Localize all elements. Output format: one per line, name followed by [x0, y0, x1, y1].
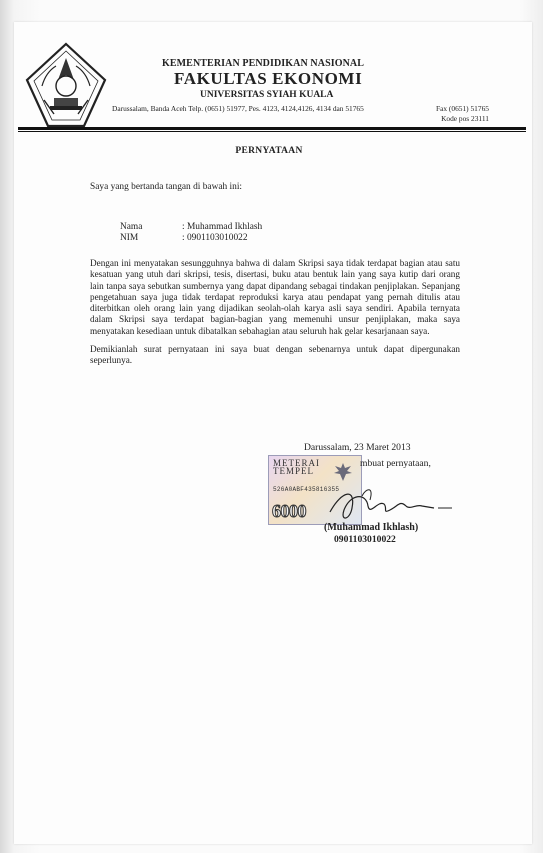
letterhead-address: Darussalam, Banda Aceh Telp. (0651) 51977, Pes. 4123, 4124,4126, 4134 dan 51765	[112, 104, 364, 113]
signer-id-number: 0901103010022	[334, 534, 396, 545]
letterhead-postal-code: Kode pos 23111	[441, 114, 489, 123]
stamp-title: METERAI TEMPEL	[273, 458, 320, 476]
letterhead-divider-thin	[18, 131, 526, 132]
intro-text: Saya yang bertanda tangan di bawah ini:	[90, 182, 243, 192]
university-logo-icon	[24, 42, 108, 128]
field-name-value: : Muhammad Ikhlash	[182, 222, 263, 232]
statement-text: Dengan ini menyatakan sesungguhnya bahwa di dalam Skripsi saya tidak terdapat bagian atau satu kesatuan yang utuh dari skripsi, tesis, disertasi, buku atau bentuk lain yang saya kutip dari orang lain tanpa saya sebutkan sumbernya yang dapat dipandang sebagai tindakan penjiplakan. Sepanjang pengetahuan saya juga tidak terdapat reproduksi karya atau pendapat yang pernah ditulis atau diterbitkan oleh orang lain yang dijadikan seolah-olah karya asli saya sendiri. Apabila ternyata dalam Skripsi saya terdapat bagian-bagian yang memenuhi unsur penjiplakan, maka saya menyatakan kesediaan untuk dibatalkan sebahagian atau seluruh hak gelar kesarjanaan saya.	[90, 258, 460, 336]
field-name-label: Nama	[120, 222, 143, 232]
field-nim-value: : 0901103010022	[182, 233, 248, 243]
letterhead-university: UNIVERSITAS SYIAH KUALA	[200, 90, 334, 100]
closing-paragraph: Demikianlah surat pernyataan ini saya buat dengan sebenarnya untuk dapat dipergunakan seperlunya.	[90, 344, 460, 366]
statement-paragraph	[90, 258, 460, 337]
stamp-value: 6000	[272, 501, 306, 521]
field-nim-label: NIM	[120, 233, 139, 243]
field-nim-row	[120, 233, 248, 243]
letterhead-ministry: KEMENTERIAN PENDIDIKAN NASIONAL	[162, 58, 365, 69]
field-name-row	[120, 222, 262, 232]
place-date: Darussalam, 23 Maret 2013	[304, 442, 411, 453]
letterhead-divider-thick	[18, 127, 526, 130]
letterhead-fax-postal	[436, 104, 489, 124]
letterhead-fax: Fax (0651) 51765	[436, 104, 489, 113]
document-page	[14, 22, 532, 844]
document-title: PERNYATAAN	[235, 146, 303, 156]
letterhead-faculty: FAKULTAS EKONOMI	[174, 69, 363, 88]
stamp-serial-code: 526A0ABF435816355	[273, 486, 340, 493]
signer-role: mbuat pernyataan,	[360, 458, 431, 469]
signer-name: (Muhammad Ikhlash)	[324, 522, 419, 533]
